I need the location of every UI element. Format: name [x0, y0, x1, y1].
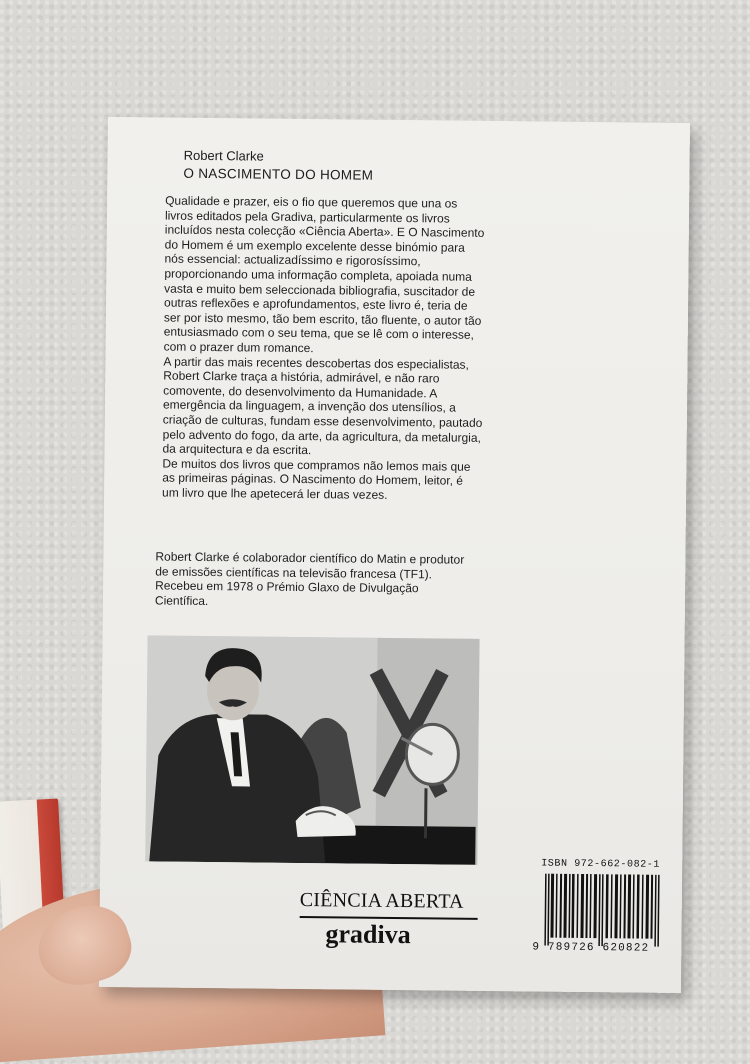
blurb-text	[162, 194, 485, 504]
blurb-paragraph-2: A partir das mais recentes descobertas dos especialistas, Robert Clarke traça a história, admirável, e não raro comovente, do desenvolvimento da Humanidade. A emergência da linguagem, a invenção dos utensílios, a criação de culturas, fundam esse desenvolvimento, pautado pelo advento do fogo, da arte, da agricultura, da metalurgia, da arquitectura e da escrita.	[162, 354, 483, 458]
series-name: CIÊNCIA ABERTA	[299, 889, 464, 913]
isbn-label: ISBN 972-662-082-1	[541, 858, 661, 871]
barcode-icon	[540, 874, 663, 947]
author-photo	[145, 635, 479, 864]
author-bio-text: Robert Clarke é colaborador científico do Matin e produtor de emissões científicas na televisão francesa (TF1). Recebeu em 1978 o Prémio Glaxo de Divulgação Científica.	[154, 549, 465, 608]
book-title: O NASCIMENTO DO HOMEM	[183, 165, 374, 183]
blurb-paragraph-3: De muitos dos livros que compramos não lemos mais que as primeiras páginas. O Nascimento do Homem, leitor, é um livro que lhe apetecerá ler duas vezes.	[162, 456, 471, 502]
barcode-digits: 9 789726 620822	[532, 941, 650, 955]
book-back-cover	[99, 117, 690, 993]
author-bio	[155, 549, 476, 611]
blurb-paragraph-1: Qualidade e prazer, eis o fio que queremos que una os livros editados pela Gradiva, particularmente os livros incluídos nesta colecção «Ciência Aberta». E O Nascimento do Homem é um exemplo excelente desse binómio para nós essencial: actualizadíssimo e rigorosíssimo, proporcionando uma informação completa, apoiada numa vasta e muito bem seleccionada bibliografia, suscitador de outras reflexões e aprofundamentos, este livro é, teria de ser por isto mesmo, tão bem escrito, tão fluente, o autor tão entusiasmado com o seu tema, que se lê com o interesse, com o prazer dum romance.	[163, 193, 485, 356]
publisher-logo: gradiva	[325, 919, 411, 950]
author-photo-drawing	[145, 635, 479, 864]
author-name: Robert Clarke	[183, 147, 264, 164]
